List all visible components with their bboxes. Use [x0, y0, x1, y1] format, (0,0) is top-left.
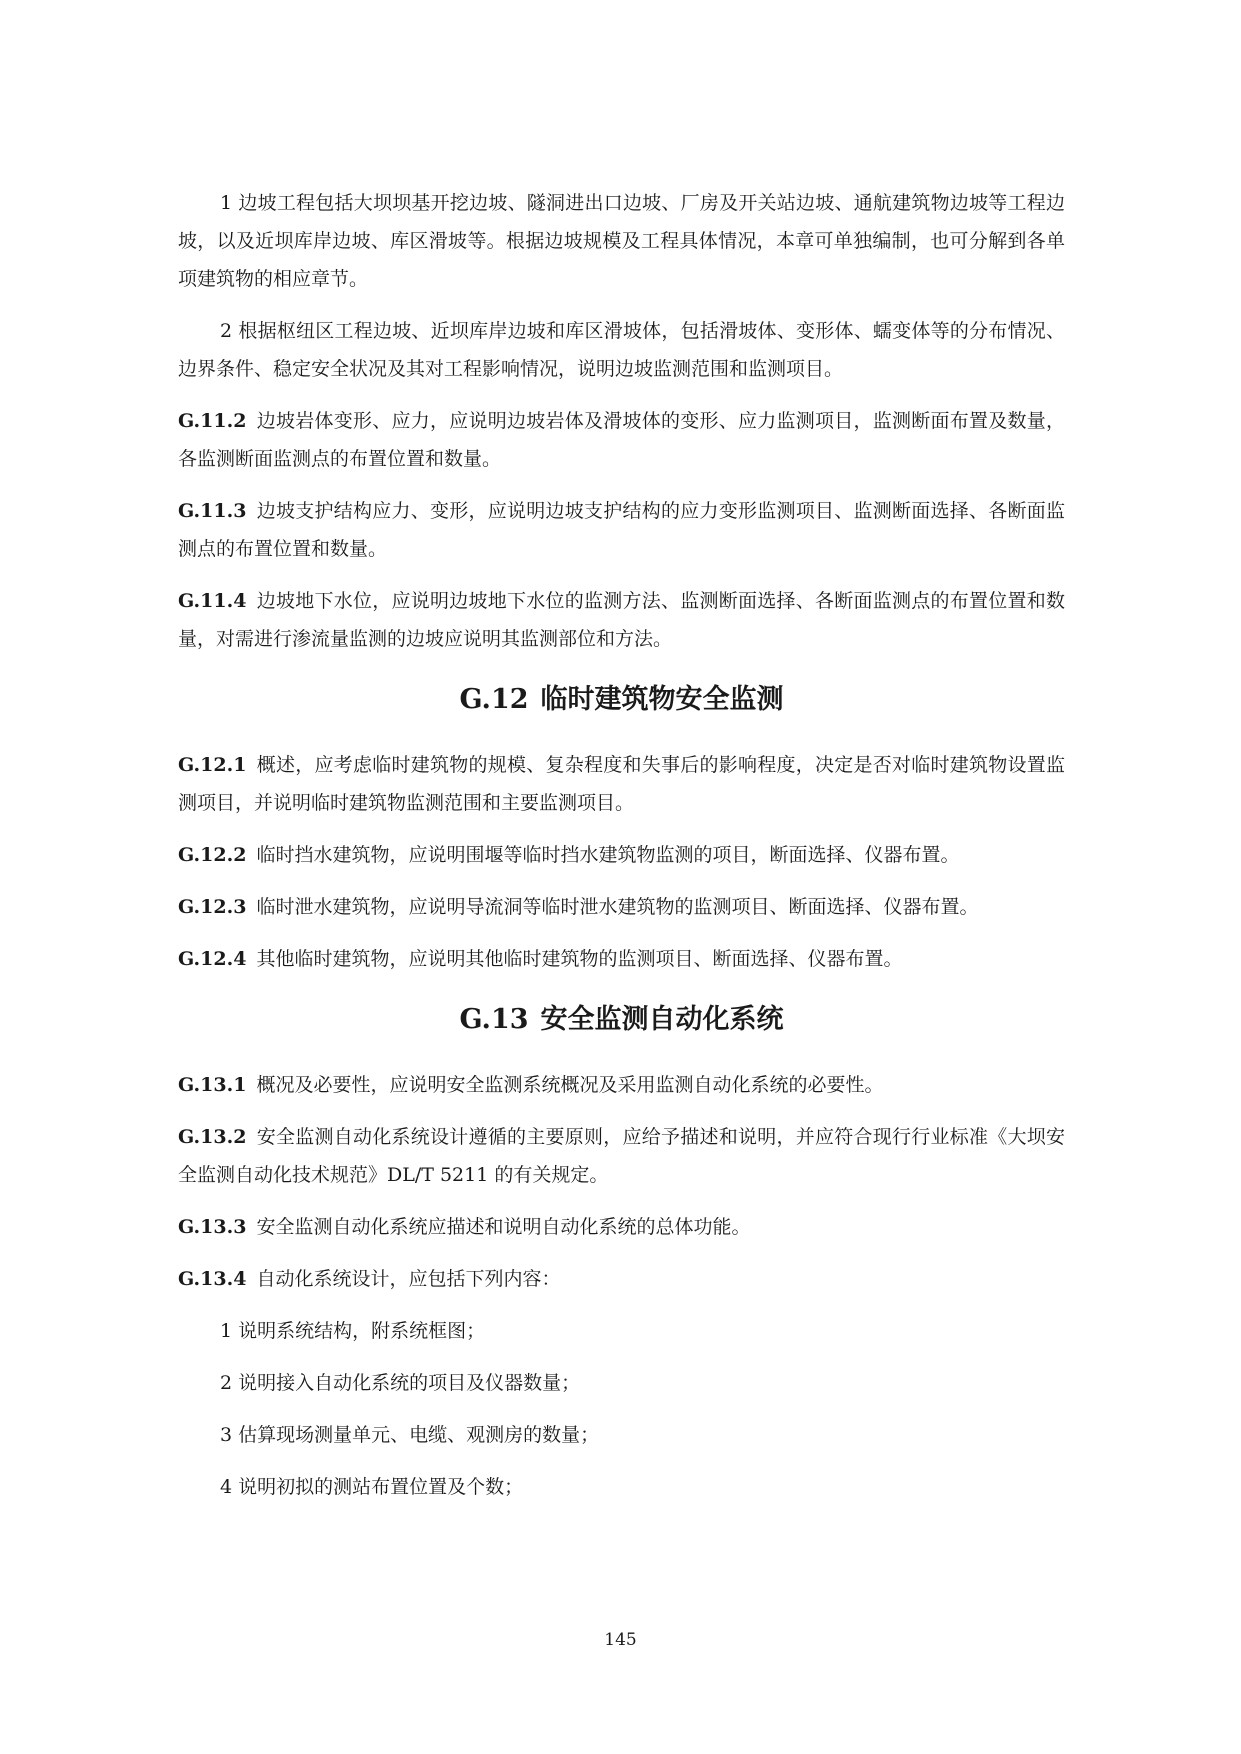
clause-text: 临时挡水建筑物，应说明围堰等临时挡水建筑物监测的项目，断面选择、仪器布置。: [256, 844, 960, 866]
section-title: 安全监测自动化系统: [540, 1004, 784, 1035]
clause-text: 自动化系统设计，应包括下列内容：: [256, 1268, 561, 1290]
clause-text: 概述，应考虑临时建筑物的规模、复杂程度和失事后的影响程度，决定是否对临时建筑物设置监测项目，并说明临时建筑物监测范围和主要监测项目。: [178, 754, 1065, 814]
clause-number: G.12.2: [178, 844, 247, 866]
clause-number: G.12.3: [178, 896, 247, 918]
section-title: 临时建筑物安全监测: [540, 684, 784, 715]
clause-text: 临时泄水建筑物，应说明导流洞等临时泄水建筑物的监测项目、断面选择、仪器布置。: [256, 896, 979, 918]
clause-g13-4: [178, 1260, 1065, 1298]
clause-text: 其他临时建筑物，应说明其他临时建筑物的监测项目、断面选择、仪器布置。: [256, 948, 903, 970]
paragraph-item-2: 2 根据枢纽区工程边坡、近坝库岸边坡和库区滑坡体，包括滑坡体、变形体、蠕变体等的分布情况、边界条件、稳定安全状况及其对工程影响情况，说明边坡监测范围和监测项目。: [178, 320, 1065, 380]
list-item: 2 说明接入自动化系统的项目及仪器数量；: [220, 1372, 581, 1394]
clause-number: G.12.1: [178, 754, 247, 776]
clause-g12-3: [178, 888, 1065, 926]
clause-g11-3: [178, 492, 1065, 568]
page-number: 145: [604, 1630, 637, 1650]
section-number: G.13: [459, 1004, 529, 1035]
clause-number: G.12.4: [178, 948, 247, 970]
clause-number: G.11.3: [178, 500, 247, 522]
clause-text: 边坡地下水位，应说明边坡地下水位的监测方法、监测断面选择、各断面监测点的布置位置和数量，对需进行渗流量监测的边坡应说明其监测部位和方法。: [178, 590, 1065, 650]
section-number: G.12: [459, 684, 529, 715]
clause-g12-2: [178, 836, 1065, 874]
clause-text: 概况及必要性，应说明安全监测系统概况及采用监测自动化系统的必要性。: [256, 1074, 884, 1096]
clause-text: 边坡岩体变形、应力，应说明边坡岩体及滑坡体的变形、应力监测项目，监测断面布置及数量，各监测断面监测点的布置位置和数量。: [178, 410, 1065, 470]
clause-g13-2: [178, 1118, 1065, 1194]
clause-number: G.11.4: [178, 590, 247, 612]
page-content: [178, 184, 1065, 1520]
clause-number: G.13.4: [178, 1268, 247, 1290]
clause-g12-1: [178, 746, 1065, 822]
list-item: 4 说明初拟的测站布置位置及个数；: [220, 1476, 524, 1498]
list-item: 1 说明系统结构，附系统框图；: [220, 1320, 486, 1342]
clause-number: G.13.3: [178, 1216, 247, 1238]
clause-text: 安全监测自动化系统应描述和说明自动化系统的总体功能。: [256, 1216, 751, 1238]
clause-number: G.13.1: [178, 1074, 247, 1096]
clause-number: G.13.2: [178, 1126, 247, 1148]
clause-g13-3: [178, 1208, 1065, 1246]
section-heading-g13: [178, 1000, 1065, 1040]
clause-g12-4: [178, 940, 1065, 978]
clause-number: G.11.2: [178, 410, 247, 432]
clause-g13-1: [178, 1066, 1065, 1104]
paragraph-item-1: 1 边坡工程包括大坝坝基开挖边坡、隧洞进出口边坡、厂房及开关站边坡、通航建筑物边坡等工程边坡，以及近坝库岸边坡、库区滑坡等。根据边坡规模及工程具体情况，本章可单独编制，也可分解到各单项建筑物的相应章节。: [178, 192, 1065, 290]
section-heading-g12: [178, 680, 1065, 720]
clause-g11-4: [178, 582, 1065, 658]
list-item: 3 估算现场测量单元、电缆、观测房的数量；: [220, 1424, 600, 1446]
clause-text: 边坡支护结构应力、变形，应说明边坡支护结构的应力变形监测项目、监测断面选择、各断面监测点的布置位置和数量。: [178, 500, 1065, 560]
clause-text: 安全监测自动化系统设计遵循的主要原则，应给予描述和说明，并应符合现行行业标准《大坝安全监测自动化技术规范》DL/T 5211 的有关规定。: [178, 1126, 1065, 1186]
clause-g11-2: [178, 402, 1065, 478]
